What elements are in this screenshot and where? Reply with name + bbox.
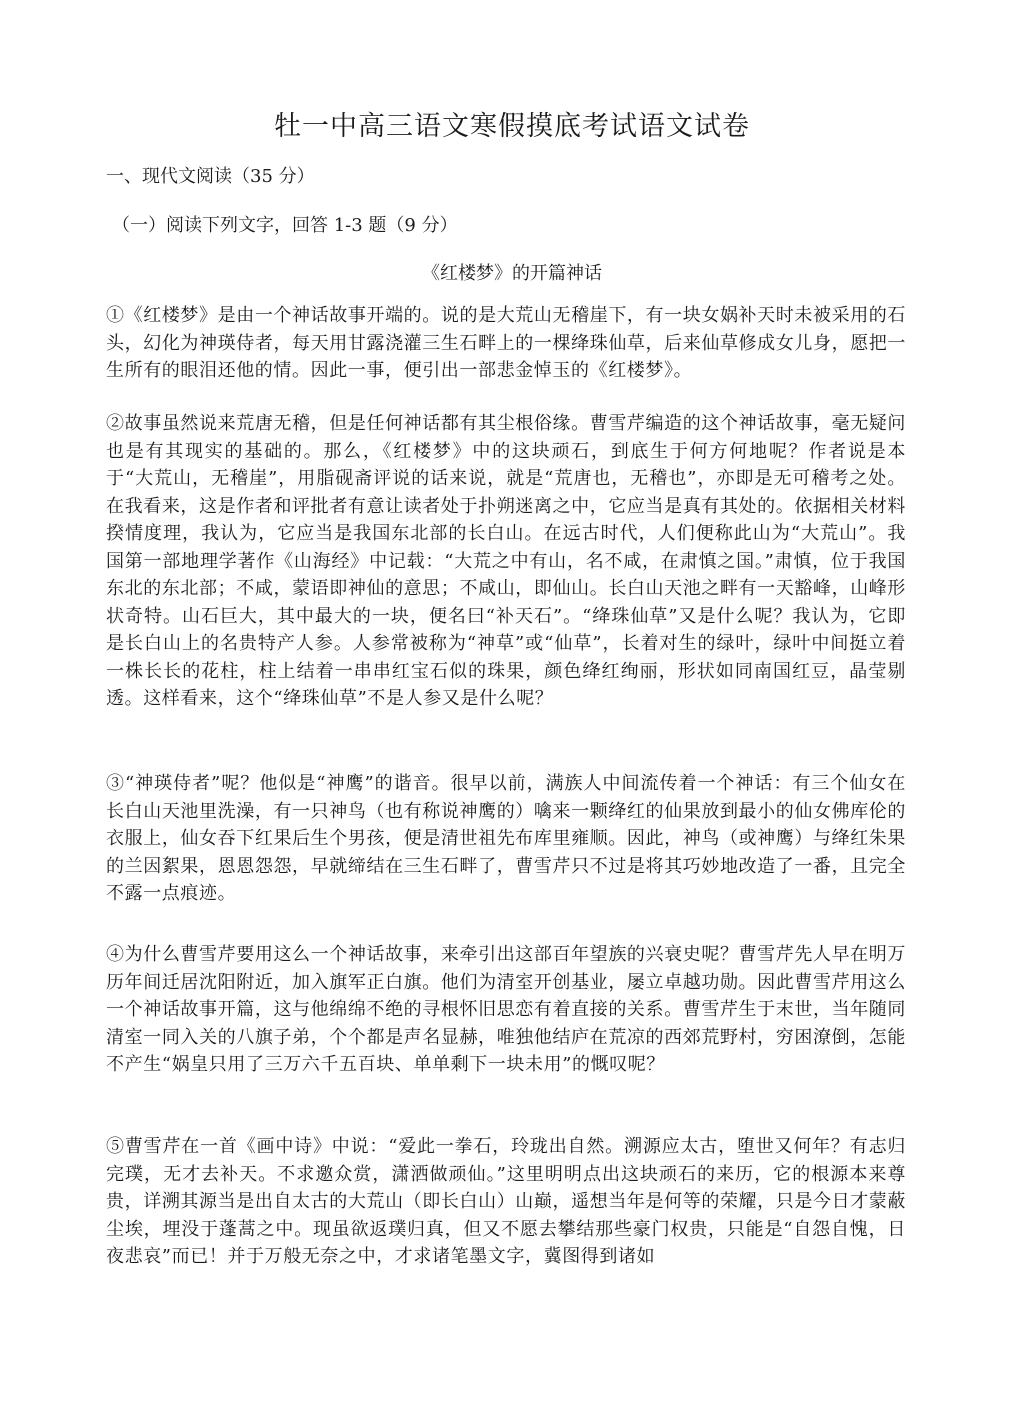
paragraph-4: ④为什么曹雪芹要用这么一个神话故事，来牵引出这部百年望族的兴衰史呢？曹雪芹先人早在明万历年间迁居沈阳附近，加入旗军正白旗。他们为清室开创基业，屡立卓越功勋。因此曹雪芹用这么一个神话故事开篇，这与他绵绵不绝的寻根怀旧思恋有着直接的关系。曹雪芹生于末世，当年随同清室一同入关的八旗子弟，个个都是声名显赫，唯独他结庐在荒凉的西郊荒野村，穷困潦倒，怎能不产生“娲皇只用了三万六千五百块、单单剩下一块未用”的慨叹呢？ <box>106 944 906 1075</box>
paragraph-3: ③“神瑛侍者”呢？他似是“神鹰”的谐音。很早以前，满族人中间流传着一个神话：有三个仙女在长白山天池里洗澡，有一只神鸟（也有称说神鹰的）噙来一颗绛红的仙果放到最小的仙女佛库伦的衣服上，仙女吞下红果后生个男孩，便是清世祖先布库里雍顺。因此，神鸟（或神鹰）与绛红朱果的兰因絮果，恩恩怨怨，早就缔结在三生石畔了，曹雪芹只不过是将其巧妙地改造了一番，且完全不露一点痕迹。 <box>106 773 906 904</box>
paragraph-2: ②故事虽然说来荒唐无稽，但是任何神话都有其尘根俗缘。曹雪芹编造的这个神话故事，毫无疑问也是有其现实的基础的。那么，《红楼梦》中的这块顽石，到底生于何方何地呢？作者说是本于“大荒山，无稽崖”，用脂砚斋评说的话来说，就是“荒唐也，无稽也”，亦即是无可稽考之处。在我看来，这是作者和评批者有意让读者处于扑朔迷离之中，它应当是真有其处的。依据相关材料揆情度理，我认为，它应当是我国东北部的长白山。在远古时代，人们便称此山为“大荒山”。我国第一部地理学著作《山海经》中记载：“大荒之中有山，名不咸，在肃慎之国。”肃慎，位于我国东北的东北部；不咸，蒙语即神仙的意思；不咸山，即仙山。长白山天池之畔有一天豁峰，山峰形状奇特。山石巨大，其中最大的一块，便名曰“补天石”。“绛珠仙草”又是什么呢？我认为，它即是长白山上的名贵特产人参。人参常被称为“神草”或“仙草”，长着对生的绿叶，绿叶中间挺立着一株长长的花柱，柱上结着一串串红宝石似的珠果，颜色绛红绚丽，形状如同南国红豆，晶莹剔透。这样看来，这个“绛珠仙草”不是人参又是什么呢？ <box>106 413 906 709</box>
document-title: 牡一中高三语文寒假摸底考试语文试卷 <box>274 111 750 142</box>
paragraph-1: ①《红楼梦》是由一个神话故事开端的。说的是大荒山无稽崖下，有一块女娲补天时未被采用的石头，幻化为神瑛侍者，每天用甘露浇灌三生石畔上的一棵绛珠仙草，后来仙草修成女儿身，愿把一生所有的眼泪还他的情。因此一事，便引出一部悲金悼玉的《红楼梦》。 <box>106 305 906 381</box>
paragraph-5: ⑤曹雪芹在一首《画中诗》中说：“爱此一拳石，玲珑出自然。溯源应太古，堕世又何年？有志归完璞，无才去补天。不求邀众赏，潇洒做顽仙。”这里明明点出这块顽石的来历，它的根源本来尊贵，详溯其源当是出自太古的大荒山（即长白山）山巅，遥想当年是何等的荣耀，只是今日才蒙蔽尘埃，埋没于蓬蒿之中。现虽欲返璞归真，但又不愿去攀结那些豪门权贵，只能是“自怨自愧，日夜悲哀”而已！并于万般无奈之中，才求诸笔墨文字，冀图得到诸如 <box>106 1136 906 1267</box>
question-instructions: （一）阅读下列文字，回答 1-3 题（9 分） <box>112 215 458 236</box>
section-heading: 一、现代文阅读（35 分） <box>106 166 315 187</box>
passage-title: 《红楼梦》的开篇神话 <box>422 263 602 284</box>
